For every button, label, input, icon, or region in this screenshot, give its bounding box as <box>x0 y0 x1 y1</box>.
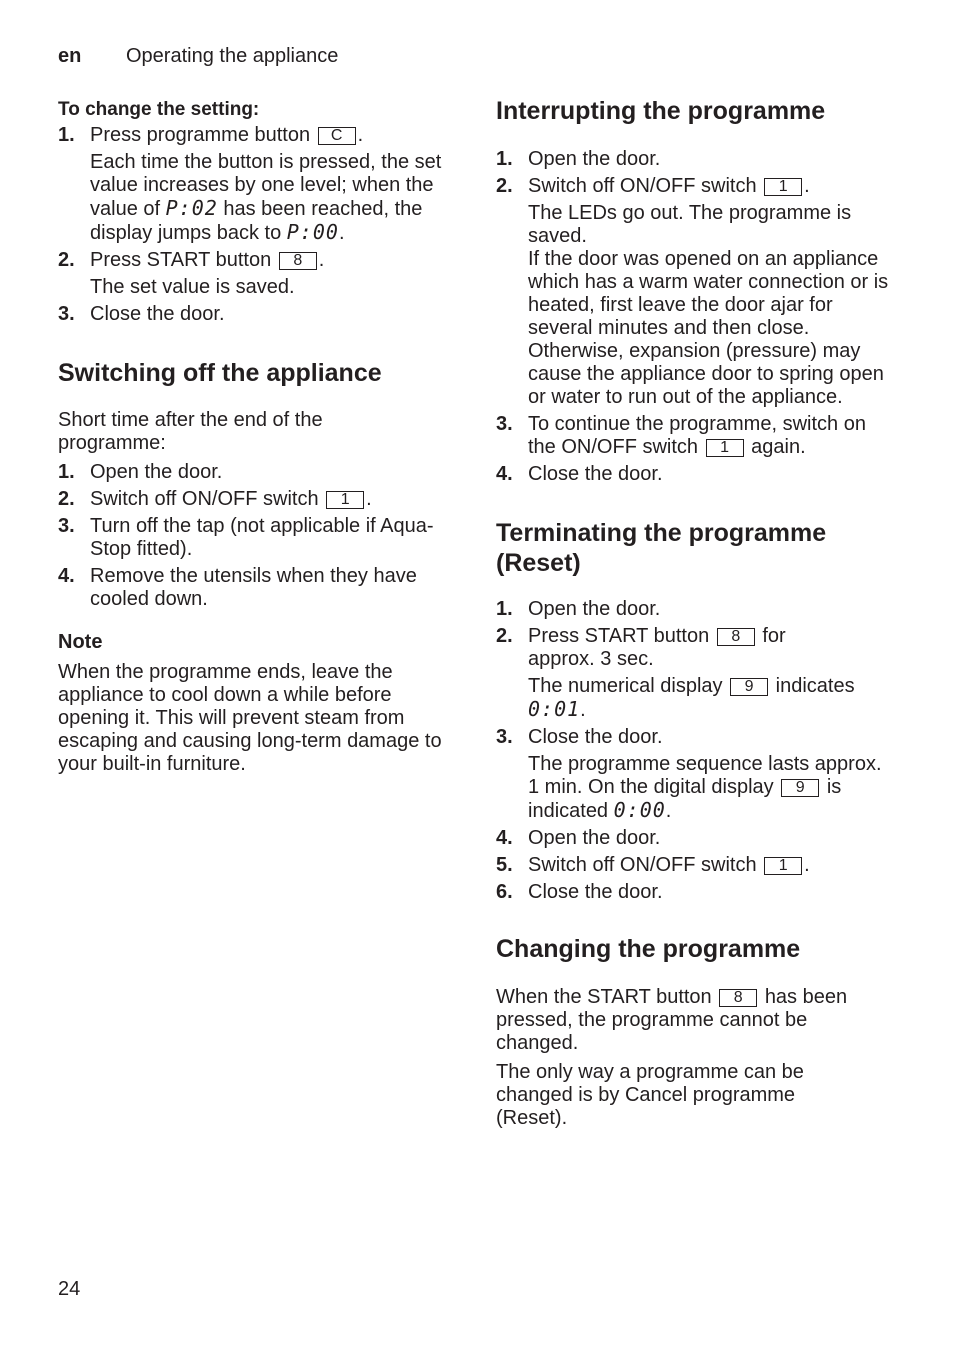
programme-button-key: C <box>318 127 356 145</box>
display-value: 0:01 <box>528 697 581 721</box>
step-text: Open the door. <box>528 148 661 170</box>
step-number: 3. <box>58 515 75 537</box>
step-text: Press programme button <box>90 124 311 146</box>
start-button-key: 8 <box>717 628 755 646</box>
note-text: When the programme ends, leave the appliance to cool down a while before opening it. This will prevent steam from escaping and causing long-term damage to your built-in furniture. <box>58 661 442 775</box>
step-text: Close the door. <box>528 881 663 903</box>
list-item <box>58 461 458 484</box>
step-text-end: . <box>804 854 810 876</box>
note-text: has been reached, the display jumps back to <box>90 198 423 244</box>
display-key: 9 <box>730 678 768 696</box>
step-number: 3. <box>496 726 513 748</box>
note-title: Note <box>58 631 103 653</box>
step-text: Open the door. <box>528 598 661 620</box>
step-warning: If the door was opened on an appliance which has a warm water connection or is heated, first leave the door ajar for several minutes and then close. Otherwise, expansion (pressure) may cause the appliance door to spring open or water to run out of the appliance. <box>528 248 889 408</box>
list-item <box>58 565 458 611</box>
display-key: 9 <box>781 779 819 797</box>
step-note: The numerical display 9 indicates 0:01. <box>528 675 855 721</box>
step-text: Close the door. <box>528 726 663 748</box>
on-off-switch-key: 1 <box>764 178 802 196</box>
step-text: Switch off ON/OFF switch <box>90 488 319 510</box>
step-text: Close the door. <box>528 463 663 485</box>
step-number: 2. <box>58 249 75 271</box>
left-column <box>58 98 458 776</box>
step-text: Remove the utensils when they have cooled down. <box>90 565 417 610</box>
paragraph-text: When the START button <box>496 986 712 1008</box>
step-note: The LEDs go out. The programme is saved. <box>528 202 852 247</box>
step-note: Each time the button is pressed, the set value increases by one level; when the value of P:02 has been reached, the display jumps back to P:00. <box>90 151 442 244</box>
list-item <box>496 625 828 671</box>
step-text-end: again. <box>751 436 806 458</box>
note-text: indicates <box>775 675 855 697</box>
change-setting-title: To change the setting: <box>58 99 260 120</box>
step-text-end: . <box>318 249 325 271</box>
display-value: P:02 <box>165 196 218 220</box>
list-item <box>58 515 450 561</box>
list-item <box>58 249 458 272</box>
step-text: Turn off the tap (not applicable if Aqua-Stop fitted). <box>90 515 434 560</box>
display-value: 0:00 <box>613 798 666 822</box>
reset-heading: Terminating the programme (Reset) <box>496 519 827 577</box>
step-note: The set value is saved. <box>90 276 295 298</box>
start-button-key: 8 <box>719 989 757 1007</box>
step-number: 1. <box>58 461 75 483</box>
step-text-end: for approx. 3 sec. <box>528 625 786 670</box>
step-number: 1. <box>58 124 75 146</box>
step-number: 1. <box>496 148 513 170</box>
note-text: Each time the button is pressed, the set value increases by one level; when the value of <box>90 151 442 220</box>
step-number: 5. <box>496 854 513 876</box>
step-text: Switch off ON/OFF switch <box>528 175 757 197</box>
switch-off-intro: Short time after the end of the programme: <box>58 409 323 454</box>
step-note: The programme sequence lasts approx. 1 min. On the digital display 9 is indicated 0:00. <box>528 753 882 822</box>
step-text: Close the door. <box>90 303 225 325</box>
list-item <box>496 148 896 171</box>
step-text-end: . <box>804 175 810 197</box>
list-item <box>496 463 896 486</box>
step-text: Press START button <box>528 625 710 647</box>
list-item <box>496 827 896 850</box>
step-number: 6. <box>496 881 513 903</box>
step-number: 4. <box>58 565 75 587</box>
list-item <box>58 303 458 326</box>
step-number: 3. <box>58 303 75 325</box>
list-item <box>58 488 458 511</box>
start-button-key: 8 <box>279 252 317 270</box>
list-item <box>496 175 896 198</box>
step-number: 3. <box>496 413 513 435</box>
page-number: 24 <box>58 1278 81 1300</box>
step-text-end: . <box>357 124 364 146</box>
step-number: 2. <box>58 488 75 510</box>
step-text: Open the door. <box>90 461 223 483</box>
note-text: The programme sequence lasts approx. 1 min. On the digital display <box>528 753 882 798</box>
step-number: 1. <box>496 598 513 620</box>
note-text: is indicated <box>528 776 842 822</box>
list-item <box>496 854 896 877</box>
interrupting-heading: Interrupting the programme <box>496 97 826 125</box>
step-text: Switch off ON/OFF switch <box>528 854 757 876</box>
on-off-switch-key: 1 <box>326 491 364 509</box>
paragraph-text: has been pressed, the programme cannot be changed. <box>496 986 848 1054</box>
step-number: 4. <box>496 463 513 485</box>
on-off-switch-key: 1 <box>706 439 744 457</box>
step-number: 2. <box>496 175 513 197</box>
step-text: Open the door. <box>528 827 661 849</box>
display-value: P:00 <box>286 220 339 244</box>
step-number: 2. <box>496 625 513 647</box>
on-off-switch-key: 1 <box>764 857 802 875</box>
step-number: 4. <box>496 827 513 849</box>
change-paragraph: The only way a programme can be changed is by Cancel programme (Reset). <box>496 1061 804 1129</box>
step-text-end: . <box>366 488 372 510</box>
list-item <box>496 881 896 904</box>
change-paragraph <box>496 986 892 1055</box>
changing-programme-heading: Changing the programme <box>496 935 801 963</box>
right-column <box>496 96 896 1130</box>
step-text: To continue the programme, switch on the ON/OFF switch <box>528 413 866 458</box>
list-item <box>496 598 896 621</box>
list-item <box>496 726 896 749</box>
section-title: Operating the appliance <box>126 45 339 67</box>
language-code: en <box>58 45 82 67</box>
list-item <box>58 124 458 147</box>
note-text: The numerical display <box>528 675 723 697</box>
list-item <box>496 413 896 459</box>
switching-off-heading: Switching off the appliance <box>58 359 382 387</box>
step-text: Press START button <box>90 249 272 271</box>
